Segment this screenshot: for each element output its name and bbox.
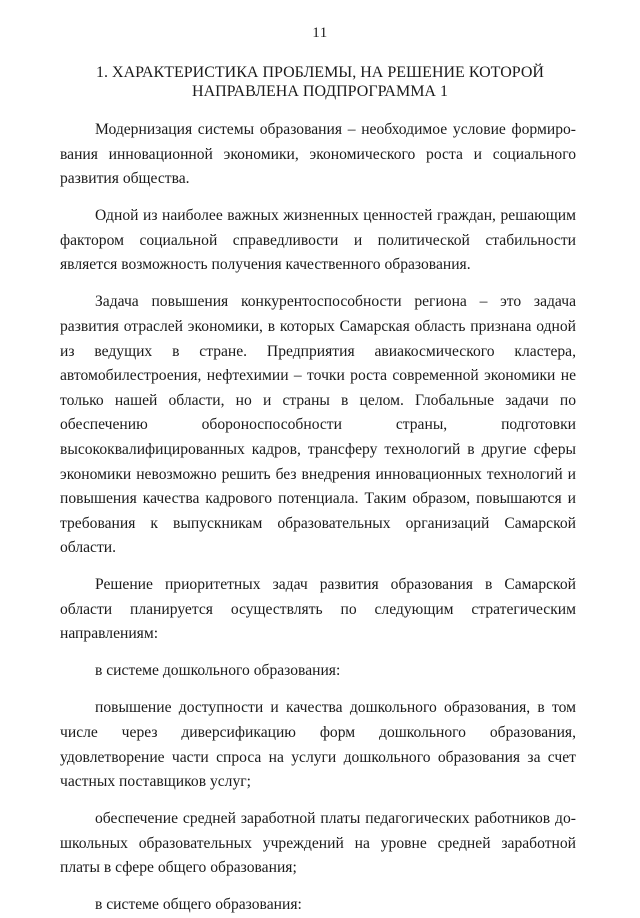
paragraph-values: Одной из наиболее важных жизненных ценностей граждан, решающим фактором социальной справедливости и политической стабильности является возможность получения качественного образования. (60, 207, 576, 274)
paragraph-preschool-access: повышение доступности и качества дошкольного образования, в том числе через диверсификацию форм дошкольного образования, удовлетворение части спроса на услуги дошкольного образования за счет частных поставщиков услуг; (60, 699, 576, 791)
body-text (60, 118, 576, 918)
paragraph-general-heading: в системе общего образования: (95, 896, 302, 914)
section-heading-line-2: НАПРАВЛЕНА ПОДПРОГРАММА 1 (192, 83, 448, 100)
paragraph-preschool-heading: в системе дошкольного образования: (95, 662, 341, 680)
paragraph-preschool-salary: обеспечение средней заработной платы педагогических работников дошкольных образовательных учреждений на уровне средней заработной платы в сфере общего образования; (60, 810, 576, 877)
paragraph-priorities: Решение приоритетных задач развития образования в Самарской области планируется осуществлять по следующим стратегическим направлениям: (60, 576, 576, 643)
paragraph-modernization: Модернизация системы образования – необходимое условие формирования инновационной экономики, экономического роста и социального развития общества. (60, 121, 576, 188)
section-heading (60, 63, 580, 101)
page-number: 11 (312, 25, 328, 41)
section-heading-line-1: 1. ХАРАКТЕРИСТИКА ПРОБЛЕМЫ, НА РЕШЕНИЕ КОТОРОЙ (96, 64, 544, 81)
paragraph-competitiveness: Задача повышения конкурентоспособности региона – это задача развития отраслей экономики, в которых Самарская область признана одной из ведущих в стране. Предприятия авиакосмического кластера, автомобилестроения, нефтехимии – точки роста современной экономики не только нашей области, но и страны в целом. Глобальные задачи по обеспечению обороноспособности страны, подготовки высококвалифицированных кадров, трансферу технологий в другие сферы экономики невозможно решить без внедрения инновационных технологий и повышения качества кадрового потенциала. Таким образом, повышаются и требования к выпускникам образовательных организаций Самарской области. (60, 293, 576, 557)
